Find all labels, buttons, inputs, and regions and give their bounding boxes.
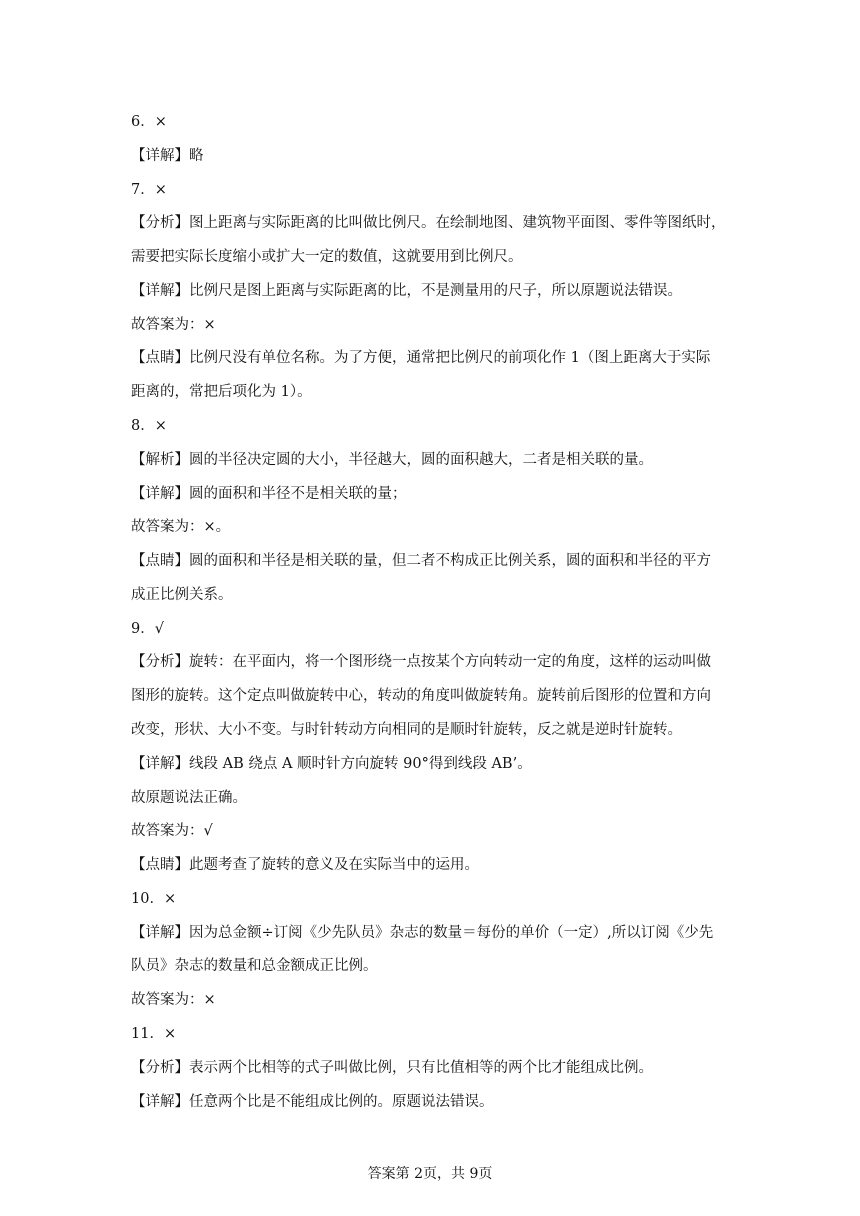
explanation-line: 【解析】圆的半径决定圆的大小，半径越大，圆的面积越大，二者是相关联的量。 <box>131 452 653 468</box>
answer-item-7: 7．× <box>131 182 167 198</box>
detail-line: 【详解】任意两个比是不能组成比例的。原题说法错误。 <box>131 1094 494 1110</box>
conclusion-line: 故原题说法正确。 <box>131 790 247 806</box>
analysis-line-cont: 图形的旋转。这个定点叫做旋转中心，转动的角度叫做旋转角。旋转前后图形的位置和方向 <box>131 688 711 704</box>
answer-item-9: 9．√ <box>131 621 164 637</box>
conclusion-line: 故答案为：× <box>131 317 216 333</box>
answer-item-8: 8．× <box>131 418 167 434</box>
answer-item-6: 6．× <box>131 114 167 130</box>
analysis-line-cont: 改变，形状、大小不变。与时针转动方向相同的是顺时针旋转，反之就是逆时针旋转。 <box>131 722 682 738</box>
analysis-line: 【分析】旋转：在平面内，将一个图形绕一点按某个方向转动一定的角度，这样的运动叫做 <box>131 654 711 670</box>
detail-line: 【详解】线段 AB 绕点 A 顺时针方向旋转 90°得到线段 AB’。 <box>131 756 532 772</box>
conclusion-line: 故答案为：×。 <box>131 519 231 535</box>
detail-line: 【详解】比例尺是图上距离与实际距离的比，不是测量用的尺子，所以原题说法错误。 <box>131 283 682 299</box>
analysis-line-cont: 需要把实际长度缩小或扩大一定的数值，这就要用到比例尺。 <box>131 249 523 265</box>
comment-line: 【点睛】此题考查了旋转的意义及在实际当中的运用。 <box>131 857 479 873</box>
conclusion-line: 故答案为：√ <box>131 823 213 839</box>
detail-line-cont: 队员》杂志的数量和总金额成正比例。 <box>131 958 378 974</box>
analysis-line: 【分析】表示两个比相等的式子叫做比例，只有比值相等的两个比才能组成比例。 <box>131 1060 653 1076</box>
answer-item-10: 10．× <box>131 891 177 907</box>
detail-line: 【详解】略 <box>131 148 204 164</box>
detail-line: 【详解】因为总金额÷订阅《少先队员》杂志的数量＝每份的单价（一定）,所以订阅《少先 <box>131 925 714 941</box>
page-footer: 答案第 2页，共 9页 <box>367 1166 493 1182</box>
answer-item-11: 11．× <box>131 1026 177 1042</box>
comment-line: 【点睛】比例尺没有单位名称。为了方便，通常把比例尺的前项化作 1（图上距离大于实际 <box>131 350 711 366</box>
comment-line-cont: 距离的，常把后项化为 1）。 <box>131 384 312 400</box>
conclusion-line: 故答案为：× <box>131 992 216 1008</box>
detail-line: 【详解】圆的面积和半径不是相关联的量； <box>131 486 407 502</box>
analysis-line: 【分析】图上距离与实际距离的比叫做比例尺。在绘制地图、建筑物平面图、零件等图纸时， <box>131 215 726 231</box>
comment-line: 【点睛】圆的面积和半径是相关联的量，但二者不构成正比例关系，圆的面积和半径的平方 <box>131 553 711 569</box>
comment-line-cont: 成正比例关系。 <box>131 587 233 603</box>
